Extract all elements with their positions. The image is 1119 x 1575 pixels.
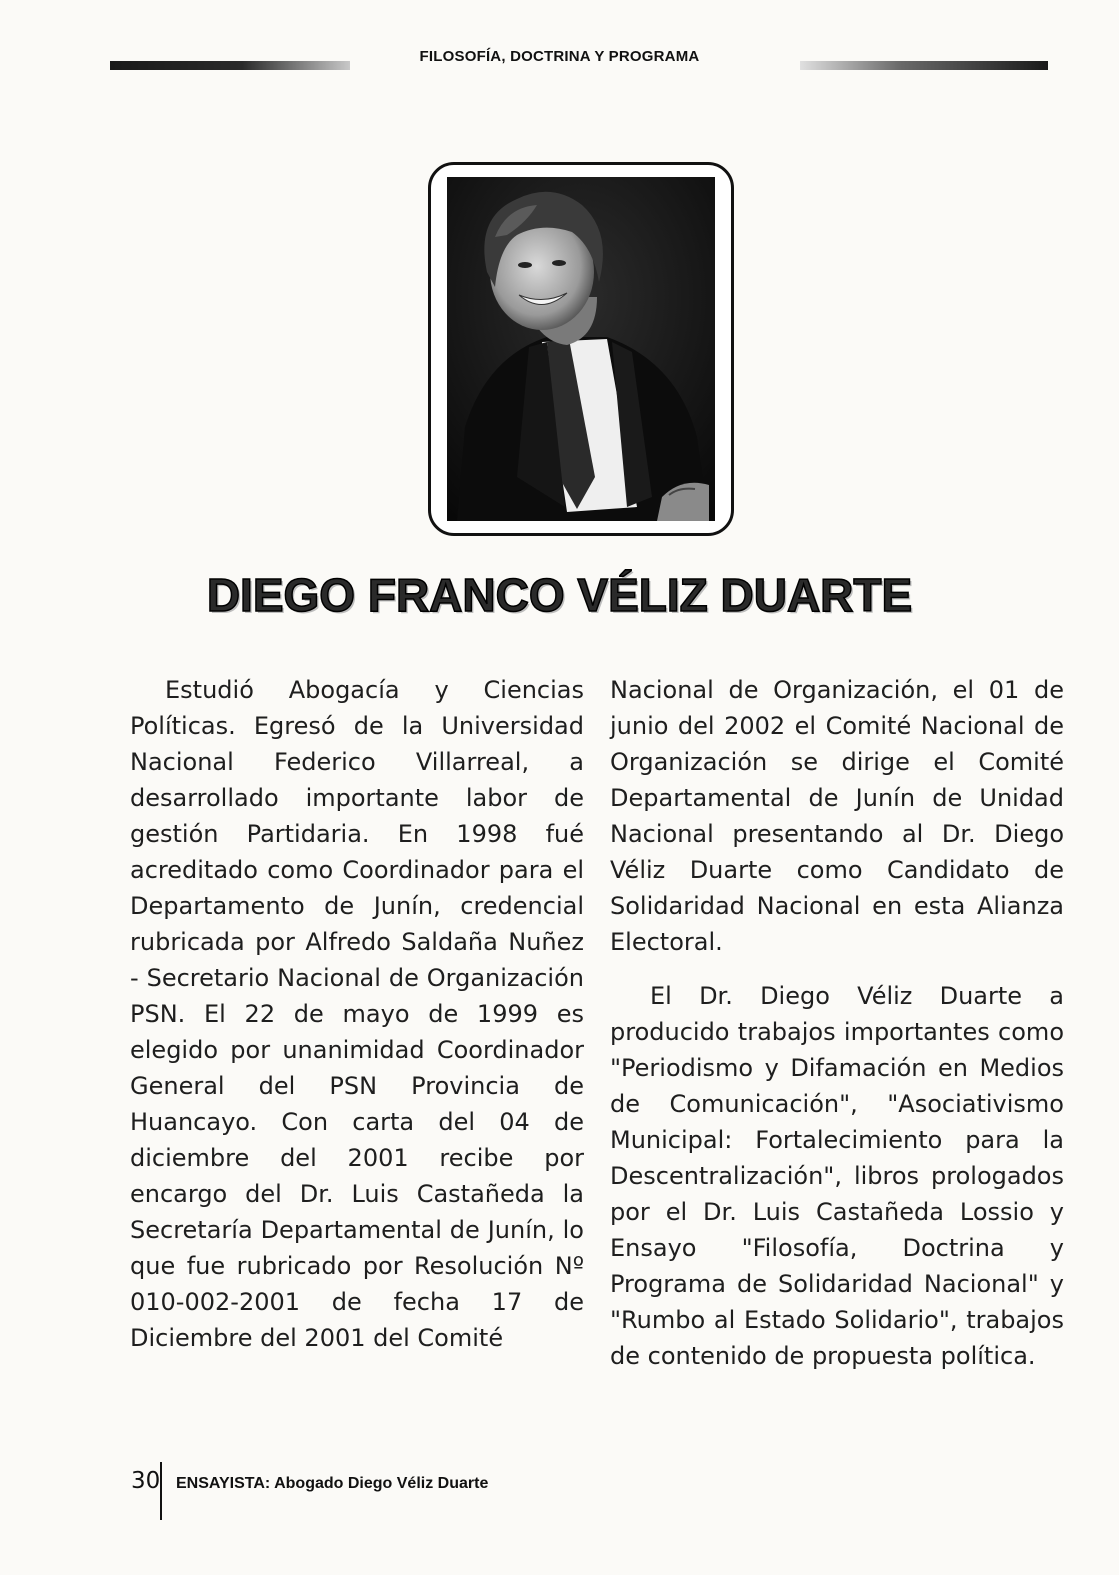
footer-divider <box>160 1462 162 1520</box>
biography-paragraph-continued: Nacional de Organización, el 01 de junio del 2002 el Comité Nacional de Organización se dirige el Comité Departamental de Junín de Unidad Nacional presentando al Dr. Diego Véliz Duarte como Candidato de Solidaridad Nacional en esta Alianza Electoral. <box>610 676 1064 956</box>
portrait-photo <box>447 177 715 521</box>
person-name-heading: DIEGO FRANCO VÉLIZ DUARTE <box>206 569 913 621</box>
body-column-right <box>610 672 1064 1374</box>
body-column-left <box>130 672 584 1356</box>
page-number: 30 <box>131 1468 161 1494</box>
footer-label: ENSAYISTA: Abogado Diego Véliz Duarte <box>176 1475 489 1492</box>
header-rule-right <box>800 61 1048 70</box>
works-paragraph: El Dr. Diego Véliz Duarte a producido trabajos importantes como "Periodismo y Difamación en Medios de Comunicación", "Asociativismo Municipal: Fortalecimiento para la Descentralización", libros prologados por el Dr. Luis Castañeda Lossio y Ensayo "Filosofía, Doctrina y Programa de Solidaridad Nacional" y "Rumbo al Estado Solidario", trabajos de contenido de propuesta política. <box>610 982 1064 1370</box>
running-header: FILOSOFÍA, DOCTRINA Y PROGRAMA <box>419 48 700 65</box>
biography-paragraph: Estudió Abogacía y Ciencias Políticas. Egresó de la Universidad Nacional Federico Villarreal, a desarrollado importante labor de gestión Partidaria. En 1998 fué acreditado como Coordinador para el Departamento de Junín, credencial rubricada por Alfredo Saldaña Nuñez - Secretario Nacional de Organización PSN. El 22 de mayo de 1999 es elegido por unanimidad Coordinador General del PSN Provincia de Huancayo. Con carta del 04 de diciembre del 2001 recibe por encargo del Dr. Luis Castañeda la Secretaría Departamental de Junín, lo que fue rubricado por Resolución Nº 010-002-2001 de fecha 17 de Diciembre del 2001 del Comité <box>130 676 584 1352</box>
